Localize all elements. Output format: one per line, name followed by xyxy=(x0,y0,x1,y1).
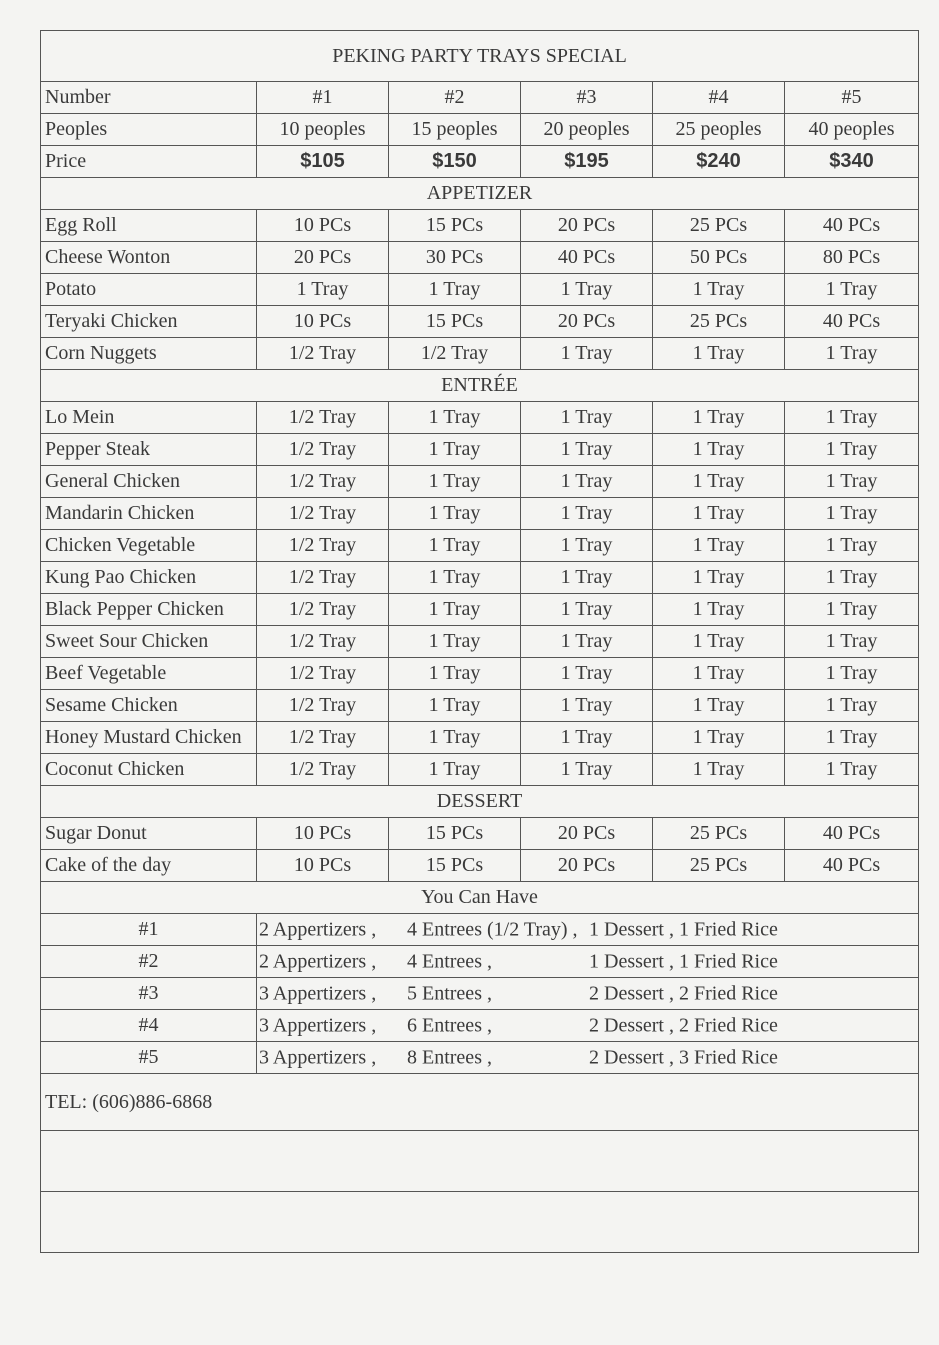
appetizer-heading-row xyxy=(41,178,919,210)
item-quantity: 1 Tray xyxy=(785,402,919,434)
item-name: Beef Vegetable xyxy=(41,658,257,690)
tray-peoples: 25 peoples xyxy=(653,114,785,146)
item-name: Cake of the day xyxy=(41,850,257,882)
entree-row xyxy=(41,658,919,690)
item-quantity: 1/2 Tray xyxy=(257,658,389,690)
entree-row xyxy=(41,434,919,466)
party-trays-table xyxy=(40,30,919,1253)
item-quantity: 1 Tray xyxy=(389,530,521,562)
combo-row xyxy=(41,914,919,946)
item-quantity: 80 PCs xyxy=(785,242,919,274)
entree-row xyxy=(41,722,919,754)
item-quantity: 1/2 Tray xyxy=(257,434,389,466)
item-quantity: 1/2 Tray xyxy=(257,594,389,626)
item-quantity: 1/2 Tray xyxy=(257,402,389,434)
blank-cell xyxy=(41,1131,919,1192)
combo-row xyxy=(41,946,919,978)
tray-peoples: 15 peoples xyxy=(389,114,521,146)
combo-contents xyxy=(257,1042,919,1074)
item-quantity: 50 PCs xyxy=(653,242,785,274)
item-quantity: 25 PCs xyxy=(653,210,785,242)
item-quantity: 20 PCs xyxy=(521,210,653,242)
tray-peoples: 20 peoples xyxy=(521,114,653,146)
item-quantity: 1 Tray xyxy=(521,658,653,690)
combo-entrees: 5 Entrees , xyxy=(407,982,492,1004)
item-quantity: 1 Tray xyxy=(785,274,919,306)
page-title: PEKING PARTY TRAYS SPECIAL xyxy=(41,31,919,82)
item-quantity: 1 Tray xyxy=(785,466,919,498)
number-row xyxy=(41,82,919,114)
entree-row xyxy=(41,466,919,498)
item-quantity: 30 PCs xyxy=(389,242,521,274)
dessert-heading: DESSERT xyxy=(41,786,919,818)
peoples-label: Peoples xyxy=(41,114,257,146)
combo-dessert-rice: 2 Dessert , 2 Fried Rice xyxy=(589,1014,778,1036)
item-quantity: 40 PCs xyxy=(785,306,919,338)
item-name: Sweet Sour Chicken xyxy=(41,626,257,658)
tray-number: #1 xyxy=(257,82,389,114)
combo-row xyxy=(41,1042,919,1074)
tray-price: $340 xyxy=(785,146,919,178)
item-name: Coconut Chicken xyxy=(41,754,257,786)
entree-row xyxy=(41,690,919,722)
item-quantity: 20 PCs xyxy=(257,242,389,274)
combo-appetizers: 2 Appertizers , xyxy=(259,918,377,940)
item-quantity: 1 Tray xyxy=(785,658,919,690)
entree-heading: ENTRÉE xyxy=(41,370,919,402)
item-quantity: 1 Tray xyxy=(389,626,521,658)
item-quantity: 20 PCs xyxy=(521,850,653,882)
item-quantity: 1 Tray xyxy=(389,434,521,466)
item-name: Chicken Vegetable xyxy=(41,530,257,562)
entree-row xyxy=(41,754,919,786)
item-name: Sesame Chicken xyxy=(41,690,257,722)
tray-price: $195 xyxy=(521,146,653,178)
dessert-row xyxy=(41,818,919,850)
combo-dessert-rice: 2 Dessert , 2 Fried Rice xyxy=(589,982,778,1004)
item-quantity: 1 Tray xyxy=(653,754,785,786)
item-quantity: 1 Tray xyxy=(653,530,785,562)
price-label: Price xyxy=(41,146,257,178)
blank-cell xyxy=(41,1192,919,1253)
combo-number: #1 xyxy=(41,914,257,946)
item-quantity: 1/2 Tray xyxy=(257,626,389,658)
item-name: Black Pepper Chicken xyxy=(41,594,257,626)
item-name: Sugar Donut xyxy=(41,818,257,850)
item-quantity: 1 Tray xyxy=(785,690,919,722)
item-quantity: 1 Tray xyxy=(785,338,919,370)
item-quantity: 10 PCs xyxy=(257,306,389,338)
item-quantity: 1 Tray xyxy=(521,530,653,562)
item-quantity: 1 Tray xyxy=(785,722,919,754)
item-name: Mandarin Chicken xyxy=(41,498,257,530)
combo-appetizers: 3 Appertizers , xyxy=(259,982,377,1004)
combo-entrees: 8 Entrees , xyxy=(407,1046,492,1068)
blank-row xyxy=(41,1192,919,1253)
item-quantity: 20 PCs xyxy=(521,306,653,338)
appetizer-heading: APPETIZER xyxy=(41,178,919,210)
item-quantity: 1 Tray xyxy=(389,658,521,690)
entree-row xyxy=(41,498,919,530)
appetizer-row xyxy=(41,274,919,306)
item-quantity: 40 PCs xyxy=(785,210,919,242)
item-quantity: 1 Tray xyxy=(521,722,653,754)
combo-number: #5 xyxy=(41,1042,257,1074)
combo-entrees: 4 Entrees (1/2 Tray) , xyxy=(407,918,578,940)
item-quantity: 15 PCs xyxy=(389,818,521,850)
combo-appetizers: 3 Appertizers , xyxy=(259,1046,377,1068)
item-quantity: 1 Tray xyxy=(521,338,653,370)
you_can_have-heading: You Can Have xyxy=(41,882,919,914)
item-quantity: 1 Tray xyxy=(521,434,653,466)
tray-number: #4 xyxy=(653,82,785,114)
item-name: Cheese Wonton xyxy=(41,242,257,274)
tray-peoples: 10 peoples xyxy=(257,114,389,146)
item-quantity: 40 PCs xyxy=(521,242,653,274)
combo-dessert-rice: 1 Dessert , 1 Fried Rice xyxy=(589,950,778,972)
item-name: General Chicken xyxy=(41,466,257,498)
item-quantity: 1 Tray xyxy=(653,434,785,466)
item-quantity: 1 Tray xyxy=(785,626,919,658)
item-quantity: 1 Tray xyxy=(785,754,919,786)
tray-price: $150 xyxy=(389,146,521,178)
combo-contents xyxy=(257,978,919,1010)
item-name: Corn Nuggets xyxy=(41,338,257,370)
peoples-row xyxy=(41,114,919,146)
item-quantity: 1 Tray xyxy=(389,722,521,754)
appetizer-row xyxy=(41,306,919,338)
item-quantity: 15 PCs xyxy=(389,306,521,338)
item-quantity: 40 PCs xyxy=(785,818,919,850)
item-name: Kung Pao Chicken xyxy=(41,562,257,594)
item-quantity: 1 Tray xyxy=(389,562,521,594)
combo-entrees: 6 Entrees , xyxy=(407,1014,492,1036)
item-quantity: 1 Tray xyxy=(653,498,785,530)
appetizer-row xyxy=(41,338,919,370)
combo-dessert-rice: 2 Dessert , 3 Fried Rice xyxy=(589,1046,778,1068)
item-quantity: 1 Tray xyxy=(653,466,785,498)
combo-appetizers: 2 Appertizers , xyxy=(259,950,377,972)
tel-row xyxy=(41,1074,919,1131)
combo-contents xyxy=(257,914,919,946)
item-quantity: 1 Tray xyxy=(521,754,653,786)
item-quantity: 1 Tray xyxy=(521,402,653,434)
appetizer-row xyxy=(41,210,919,242)
phone-number: TEL: (606)886-6868 xyxy=(41,1074,919,1131)
item-quantity: 1 Tray xyxy=(785,434,919,466)
item-quantity: 1 Tray xyxy=(389,754,521,786)
entree-row xyxy=(41,402,919,434)
item-quantity: 15 PCs xyxy=(389,850,521,882)
item-name: Egg Roll xyxy=(41,210,257,242)
combo-contents xyxy=(257,1010,919,1042)
item-quantity: 1 Tray xyxy=(521,466,653,498)
item-quantity: 40 PCs xyxy=(785,850,919,882)
tray-number: #2 xyxy=(389,82,521,114)
item-quantity: 25 PCs xyxy=(653,850,785,882)
item-quantity: 1 Tray xyxy=(521,562,653,594)
item-quantity: 1 Tray xyxy=(653,562,785,594)
tray-peoples: 40 peoples xyxy=(785,114,919,146)
item-quantity: 1 Tray xyxy=(653,626,785,658)
price-row xyxy=(41,146,919,178)
item-quantity: 10 PCs xyxy=(257,210,389,242)
item-quantity: 1 Tray xyxy=(389,690,521,722)
item-quantity: 25 PCs xyxy=(653,306,785,338)
item-quantity: 1/2 Tray xyxy=(389,338,521,370)
tray-number: #5 xyxy=(785,82,919,114)
item-quantity: 1 Tray xyxy=(389,594,521,626)
item-quantity: 1 Tray xyxy=(389,274,521,306)
item-quantity: 1 Tray xyxy=(653,338,785,370)
item-quantity: 1 Tray xyxy=(653,658,785,690)
dessert-row xyxy=(41,850,919,882)
item-quantity: 10 PCs xyxy=(257,850,389,882)
tray-price: $240 xyxy=(653,146,785,178)
item-quantity: 1/2 Tray xyxy=(257,498,389,530)
you_can_have-heading-row xyxy=(41,882,919,914)
item-quantity: 1 Tray xyxy=(653,402,785,434)
item-quantity: 1 Tray xyxy=(653,274,785,306)
item-quantity: 1 Tray xyxy=(653,594,785,626)
combo-dessert-rice: 1 Dessert , 1 Fried Rice xyxy=(589,918,778,940)
item-name: Pepper Steak xyxy=(41,434,257,466)
item-quantity: 1 Tray xyxy=(389,466,521,498)
item-quantity: 15 PCs xyxy=(389,210,521,242)
number-label: Number xyxy=(41,82,257,114)
tray-price: $105 xyxy=(257,146,389,178)
item-quantity: 1/2 Tray xyxy=(257,754,389,786)
party-trays-sheet xyxy=(40,30,918,1253)
item-quantity: 25 PCs xyxy=(653,818,785,850)
entree-row xyxy=(41,626,919,658)
combo-number: #2 xyxy=(41,946,257,978)
item-quantity: 1 Tray xyxy=(785,594,919,626)
blank-row xyxy=(41,1131,919,1192)
item-quantity: 10 PCs xyxy=(257,818,389,850)
combo-appetizers: 3 Appertizers , xyxy=(259,1014,377,1036)
dessert-heading-row xyxy=(41,786,919,818)
item-quantity: 1/2 Tray xyxy=(257,690,389,722)
item-quantity: 1 Tray xyxy=(653,690,785,722)
item-quantity: 1 Tray xyxy=(521,594,653,626)
item-quantity: 1 Tray xyxy=(521,274,653,306)
combo-number: #3 xyxy=(41,978,257,1010)
combo-contents xyxy=(257,946,919,978)
item-quantity: 20 PCs xyxy=(521,818,653,850)
combo-row xyxy=(41,978,919,1010)
tray-number: #3 xyxy=(521,82,653,114)
item-quantity: 1/2 Tray xyxy=(257,562,389,594)
item-quantity: 1 Tray xyxy=(653,722,785,754)
entree-row xyxy=(41,594,919,626)
item-name: Honey Mustard Chicken xyxy=(41,722,257,754)
combo-number: #4 xyxy=(41,1010,257,1042)
item-quantity: 1 Tray xyxy=(521,626,653,658)
item-quantity: 1/2 Tray xyxy=(257,338,389,370)
combo-row xyxy=(41,1010,919,1042)
entree-row xyxy=(41,562,919,594)
combo-entrees: 4 Entrees , xyxy=(407,950,492,972)
item-quantity: 1 Tray xyxy=(389,402,521,434)
item-name: Potato xyxy=(41,274,257,306)
item-name: Teryaki Chicken xyxy=(41,306,257,338)
title-row xyxy=(41,31,919,82)
item-quantity: 1/2 Tray xyxy=(257,466,389,498)
item-quantity: 1/2 Tray xyxy=(257,722,389,754)
item-quantity: 1 Tray xyxy=(785,530,919,562)
item-quantity: 1 Tray xyxy=(389,498,521,530)
item-quantity: 1 Tray xyxy=(521,690,653,722)
item-name: Lo Mein xyxy=(41,402,257,434)
item-quantity: 1 Tray xyxy=(785,562,919,594)
item-quantity: 1 Tray xyxy=(257,274,389,306)
item-quantity: 1 Tray xyxy=(521,498,653,530)
item-quantity: 1/2 Tray xyxy=(257,530,389,562)
entree-heading-row xyxy=(41,370,919,402)
appetizer-row xyxy=(41,242,919,274)
entree-row xyxy=(41,530,919,562)
item-quantity: 1 Tray xyxy=(785,498,919,530)
